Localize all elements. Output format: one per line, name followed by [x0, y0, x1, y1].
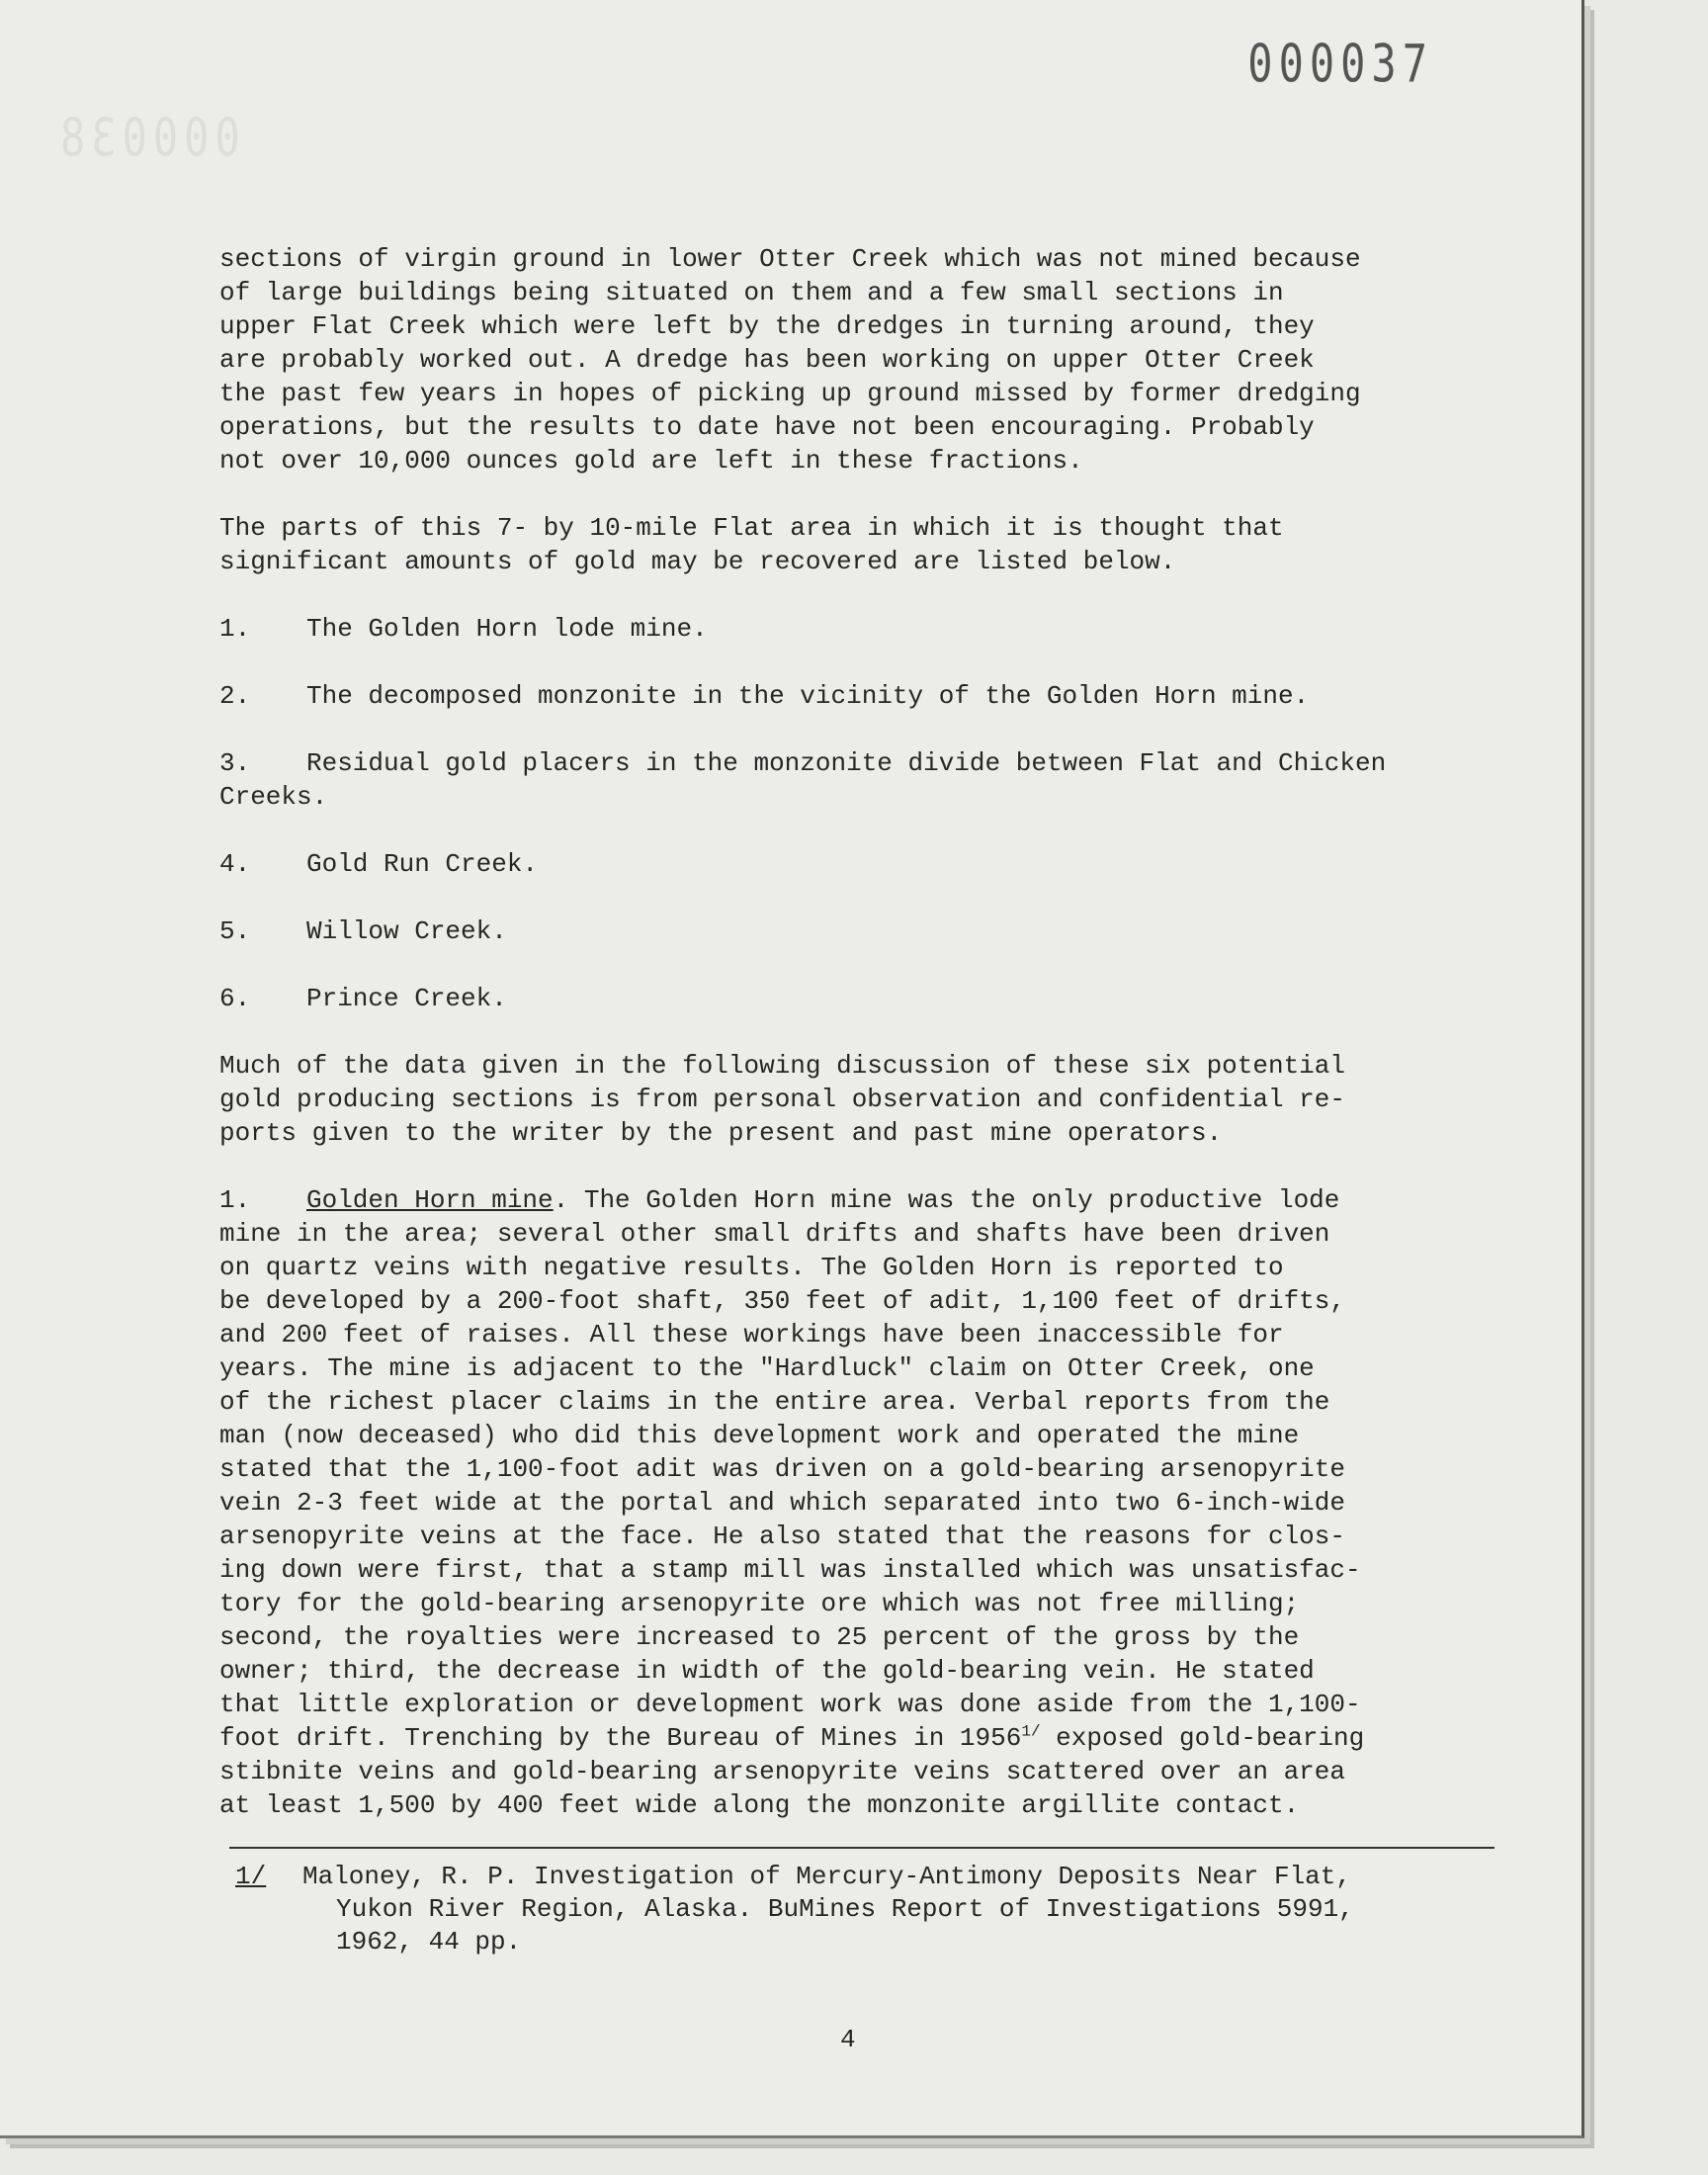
footnote-continuation: Yukon River Region, Alaska. BuMines Report of Investigations 5991, 1962, 44 pp. — [336, 1894, 1354, 1957]
list-item — [219, 679, 1524, 713]
document-body — [219, 242, 1524, 1856]
list-item — [219, 982, 1524, 1015]
footnote — [235, 1861, 1520, 1958]
list-item — [219, 746, 1524, 814]
list-item-text: The Golden Horn lode mine. — [306, 614, 708, 644]
section-text-before-note: The Golden Horn mine was the only productive lode mine in the area; several other small drifts and shafts have been driven on quartz veins with negative results. The Golden Horn is reported to be developed by a 200-foot shaft, 350 feet of adit, 1,100 feet of drifts, and 200 feet of raises. All these workings have been inaccessible for years. The mine is adjacent to the "Hardluck" claim on Otter Creek, one of the richest placer claims in the entire area. Verbal reports from the man (now deceased) who did this development work and operated the mine stated that the 1,100-foot adit was driven on a gold-bearing arsenopyrite vein 2-3 feet wide at the portal and which separated into two 6-inch-wide arsenopyrite veins at the face. He also stated that the reasons for clos- ing down were first, that a stamp mill was installed which was unsatisfac- tory for the gold-bearing arsenopyrite ore which was not free milling; second, the royalties were increased to 25 percent of the gross by the owner; third, the decrease in width of the gold-bearing vein. He stated that little exploration or development work was done aside from the 1,100- foot drift. Trenching by the Bureau of Mines in 1956 — [219, 1185, 1361, 1753]
footnote-reference: 1/ — [1021, 1722, 1041, 1741]
section-number: 1. — [219, 1185, 251, 1215]
list-item-text: Prince Creek. — [306, 984, 507, 1013]
page-number: 4 — [840, 2025, 856, 2054]
ghost-stamp-number: 000038 — [54, 107, 240, 169]
list-item-number: 2. — [219, 681, 251, 711]
section-text-after-note: exposed gold-bearing stibnite veins and gold-bearing arsenopyrite veins scattered over an area at least 1,500 by 400 feet wide along the monzonite argillite contact. — [219, 1723, 1365, 1820]
paragraph-intro: sections of virgin ground in lower Otter Creek which was not mined because of large buildings being situated on them and a few small sections in upper Flat Creek which were left by the dredges in turning around, they are probably worked out. A dredge has been working on upper Otter Creek the past few years in hopes of picking up ground missed by former dredging operations, but the results to date have not been encouraging. Probably not over 10,000 ounces gold are left in these fractions. — [219, 244, 1361, 476]
paragraph-discussion: Much of the data given in the following discussion of these six potential gold producing sections is from personal observation and confidential re- ports given to the writer by the present and past mine operators. — [219, 1051, 1345, 1148]
footnote-mark: 1/ — [235, 1862, 267, 1891]
area-list — [219, 612, 1524, 1015]
section-golden-horn — [219, 1183, 1524, 1822]
footnote-divider — [229, 1847, 1494, 1849]
list-item-text: Gold Run Creek. — [306, 849, 539, 879]
list-item — [219, 914, 1524, 948]
list-item-number: 5. — [219, 916, 251, 946]
list-item-number: 6. — [219, 984, 251, 1013]
list-item-number: 1. — [219, 614, 251, 644]
list-item-number: 3. — [219, 748, 251, 778]
list-item-number: 4. — [219, 849, 251, 879]
list-item — [219, 847, 1524, 881]
list-item-text: Residual gold placers in the monzonite divide between Flat and Chicken Creeks. — [219, 748, 1387, 812]
section-title: Golden Horn mine — [306, 1185, 554, 1215]
footnote-first-line: Maloney, R. P. Investigation of Mercury-Antimony Deposits Near Flat, — [302, 1862, 1351, 1891]
stamp-number: 000037 — [1247, 33, 1433, 95]
paragraph-areas: The parts of this 7- by 10-mile Flat area in which it is thought that significant amounts of gold may be recovered are listed below. — [219, 513, 1284, 576]
list-item-text: Willow Creek. — [306, 916, 507, 946]
section-title-suffix: . — [553, 1185, 569, 1215]
list-item — [219, 612, 1524, 646]
list-item-text: The decomposed monzonite in the vicinity of the Golden Horn mine. — [306, 681, 1310, 711]
